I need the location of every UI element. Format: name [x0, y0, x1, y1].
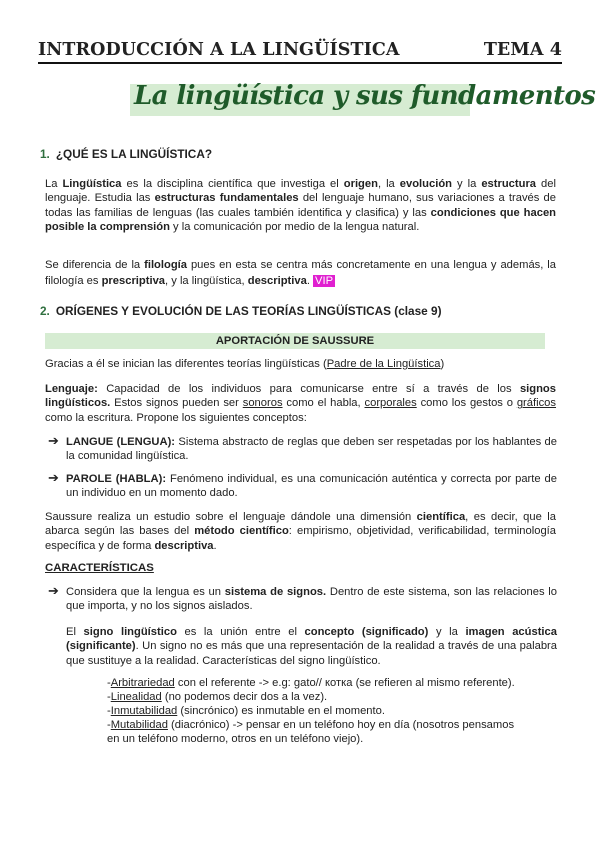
- header-topic-number: TEMA 4: [483, 40, 562, 60]
- arrow-bullet-icon: ➔: [48, 433, 59, 448]
- section-1-heading: [40, 147, 212, 161]
- section-2-paragraph-3: Saussure realiza un estudio sobre el lenguaje dándole una dimensión científica, es decir, que la abarca según las bases del método científico: empirismo, objetividad, verificabilidad, terminología específica y de forma descriptiva.: [45, 511, 556, 552]
- sign-property-item: -Inmutabilidad (sincrónico) es inmutable en el momento.: [107, 705, 385, 717]
- section-2-paragraph-1: Gracias a él se inician las diferentes teorías lingüísticas (Padre de la Lingüística): [45, 358, 445, 370]
- sign-property-item: -Mutabilidad (diacrónico) -> pensar en un teléfono hoy en día (nosotros pensamos: [107, 719, 515, 731]
- title-banner: [130, 81, 596, 116]
- section-2-title: ORÍGENES Y EVOLUCIÓN DE LAS TEORÍAS LINGÜÍSTICAS (clase 9): [55, 304, 442, 318]
- langue-item: LANGUE (LENGUA): Sistema abstracto de reglas que deben ser respetadas por los hablantes de la comunidad lingüística.: [66, 436, 557, 463]
- section-2-paragraph-2: Lenguaje: Capacidad de los individuos para comunicarse entre sí a través de los signos lingüísticos. Estos signos pueden ser sonoros como el habla, corporales como los gestos o gráficos como la escritura. Propone los siguientes conceptos:: [45, 383, 557, 424]
- section-1-number: 1.: [40, 147, 50, 161]
- sign-property-item: -Linealidad (no podemos decir dos a la vez).: [107, 691, 328, 703]
- section-1-paragraph-1: La Lingüística es la disciplina científica que investiga el origen, la evolución y la estructura del lenguaje. Estudia las estructuras fundamentales del lenguaje humano, sus variaciones a través de todas las familias de lenguas (las cuales también identifica y clasifica) y las condiciones que hacen posible la comprensión y la comunicación por medio de la lengua natural.: [45, 178, 557, 233]
- page-title: La lingüística y sus fundamentos: [134, 81, 596, 111]
- section-1-title: ¿QUÉ ES LA LINGÜÍSTICA?: [55, 147, 213, 161]
- characteristics-heading: CARACTERÍSTICAS: [45, 562, 154, 574]
- section-1-paragraph-2: Se diferencia de la filología pues en esta se centra más concretamente en una lengua y además, la filología es prescriptiva, y la lingüística, descriptiva. VIP: [45, 259, 557, 287]
- sign-property-item-continuation: en un teléfono moderno, otros en un teléfono viejo).: [107, 733, 364, 745]
- saussure-subheading-bar: APORTACIÓN DE SAUSSURE: [45, 333, 545, 349]
- page-header: [38, 38, 562, 64]
- arrow-bullet-icon: ➔: [48, 583, 59, 598]
- section-2-heading: [40, 304, 442, 318]
- parole-item: PAROLE (HABLA): Fenómeno individual, es una comunicación auténtica y correcta por parte de un individuo en un momento dado.: [66, 473, 557, 500]
- arrow-bullet-icon: ➔: [48, 470, 59, 485]
- linguistic-sign-paragraph: El signo lingüístico es la unión entre el concepto (significado) y la imagen acústica (significante). Un signo no es más que una representación de la realidad a través de una palabra que sustituye a la realidad. Características del signo lingüístico.: [66, 626, 557, 667]
- sign-property-item: -Arbitrariedad con el referente -> e.g: gato// котка (se refieren al mismo referente).: [107, 677, 515, 689]
- section-2-number: 2.: [40, 304, 50, 318]
- header-course-title: INTRODUCCIÓN A LA LINGÜÍSTICA: [38, 40, 400, 60]
- characteristic-item-1: Considera que la lengua es un sistema de signos. Dentro de este sistema, son las relaciones lo que importa, y no los signos aislados.: [66, 586, 557, 613]
- vip-highlight-badge: VIP: [315, 274, 334, 287]
